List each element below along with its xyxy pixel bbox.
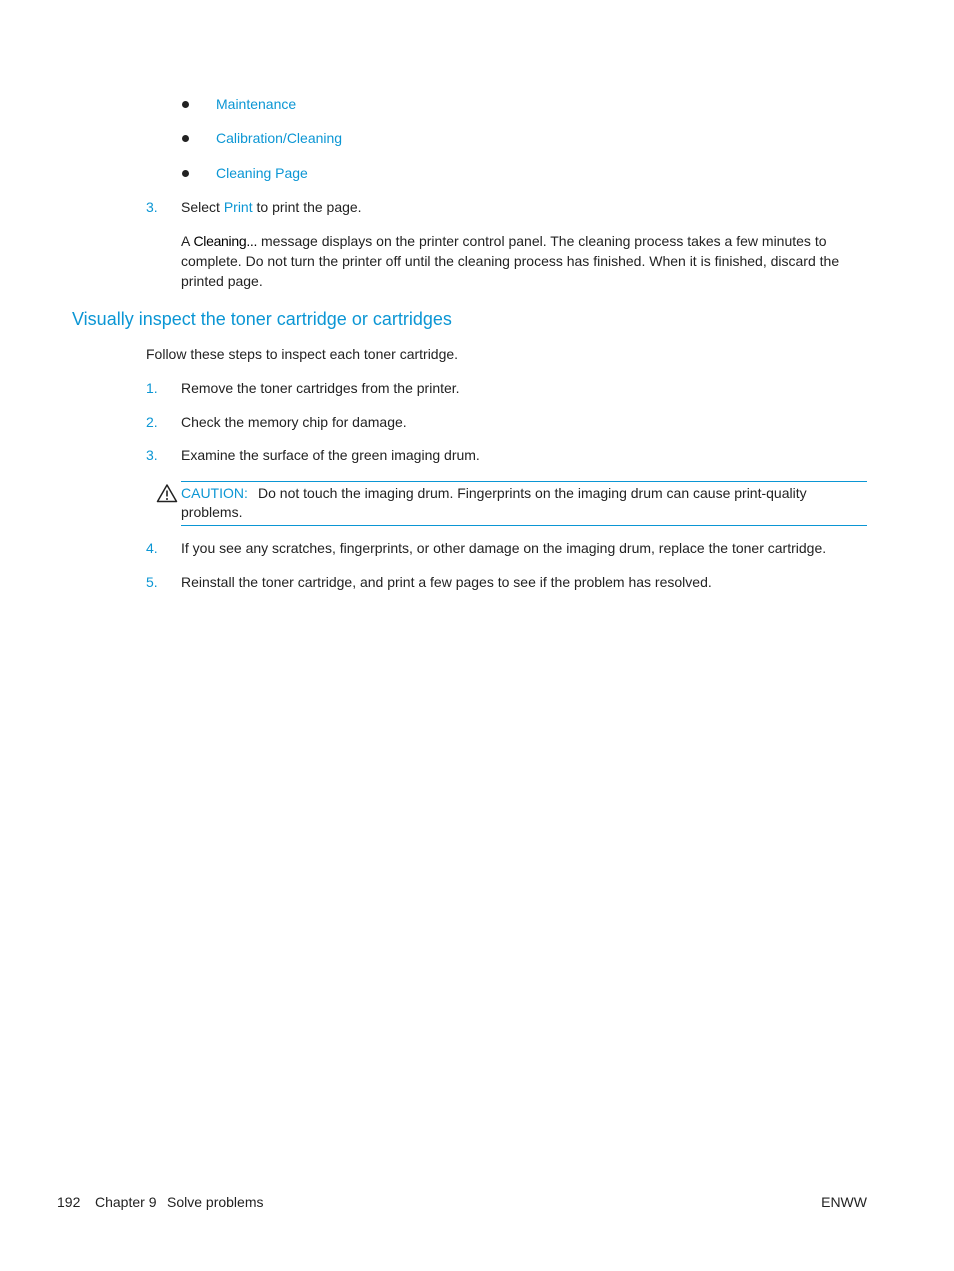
note-line3: printed page. bbox=[181, 273, 263, 289]
note-prefix: A bbox=[181, 233, 194, 249]
caution-label: CAUTION: bbox=[181, 485, 248, 501]
step-number: 3. bbox=[146, 447, 158, 463]
step-text-before: Select bbox=[181, 199, 224, 215]
warning-triangle-icon bbox=[156, 483, 178, 503]
caution-top-rule bbox=[181, 481, 867, 482]
link-calibration-cleaning[interactable]: Calibration/Cleaning bbox=[216, 130, 343, 146]
link-print[interactable]: Print bbox=[223, 199, 253, 215]
step-text bbox=[181, 199, 362, 215]
step-number: 4. bbox=[146, 540, 158, 556]
note-line2: complete. Do not turn the printer off until the cleaning process has finished. When it is finished, discard the bbox=[181, 253, 840, 269]
step-number: 1. bbox=[146, 380, 158, 396]
footer-chapter-title: Solve problems bbox=[167, 1194, 264, 1210]
footer-chapter: Chapter 9 bbox=[95, 1194, 157, 1210]
note-line1: message displays on the printer control panel. The cleaning process takes a few minutes to bbox=[257, 233, 827, 249]
control-panel-message: Cleaning... bbox=[193, 233, 258, 249]
bullet-dot-icon bbox=[182, 101, 189, 108]
section-heading: Visually inspect the toner cartridge or cartridges bbox=[72, 309, 452, 329]
step-text: Reinstall the toner cartridge, and print a few pages to see if the problem has resolved. bbox=[181, 574, 712, 590]
cleaning-note bbox=[181, 231, 871, 291]
page-number: 192 bbox=[57, 1194, 81, 1210]
section-intro: Follow these steps to inspect each toner cartridge. bbox=[146, 346, 459, 362]
caution-bottom-rule bbox=[181, 525, 867, 526]
caution-line2: problems. bbox=[181, 504, 243, 520]
step-number: 2. bbox=[146, 414, 158, 430]
step-text: If you see any scratches, fingerprints, or other damage on the imaging drum, replace the toner cartridge. bbox=[181, 540, 827, 556]
step-text-after: to print the page. bbox=[252, 199, 362, 215]
step-text: Examine the surface of the green imaging drum. bbox=[181, 447, 480, 463]
step-number: 3. bbox=[146, 199, 158, 215]
footer-locale: ENWW bbox=[821, 1194, 867, 1210]
bullet-dot-icon bbox=[182, 170, 189, 177]
step-text: Check the memory chip for damage. bbox=[181, 414, 407, 430]
link-maintenance[interactable]: Maintenance bbox=[216, 96, 297, 112]
caution-line1: Do not touch the imaging drum. Fingerprints on the imaging drum can cause print-quality bbox=[258, 485, 807, 501]
bullet-dot-icon bbox=[182, 135, 189, 142]
link-cleaning-page[interactable]: Cleaning Page bbox=[216, 165, 308, 181]
step-number: 5. bbox=[146, 574, 158, 590]
step-text: Remove the toner cartridges from the printer. bbox=[181, 380, 460, 396]
